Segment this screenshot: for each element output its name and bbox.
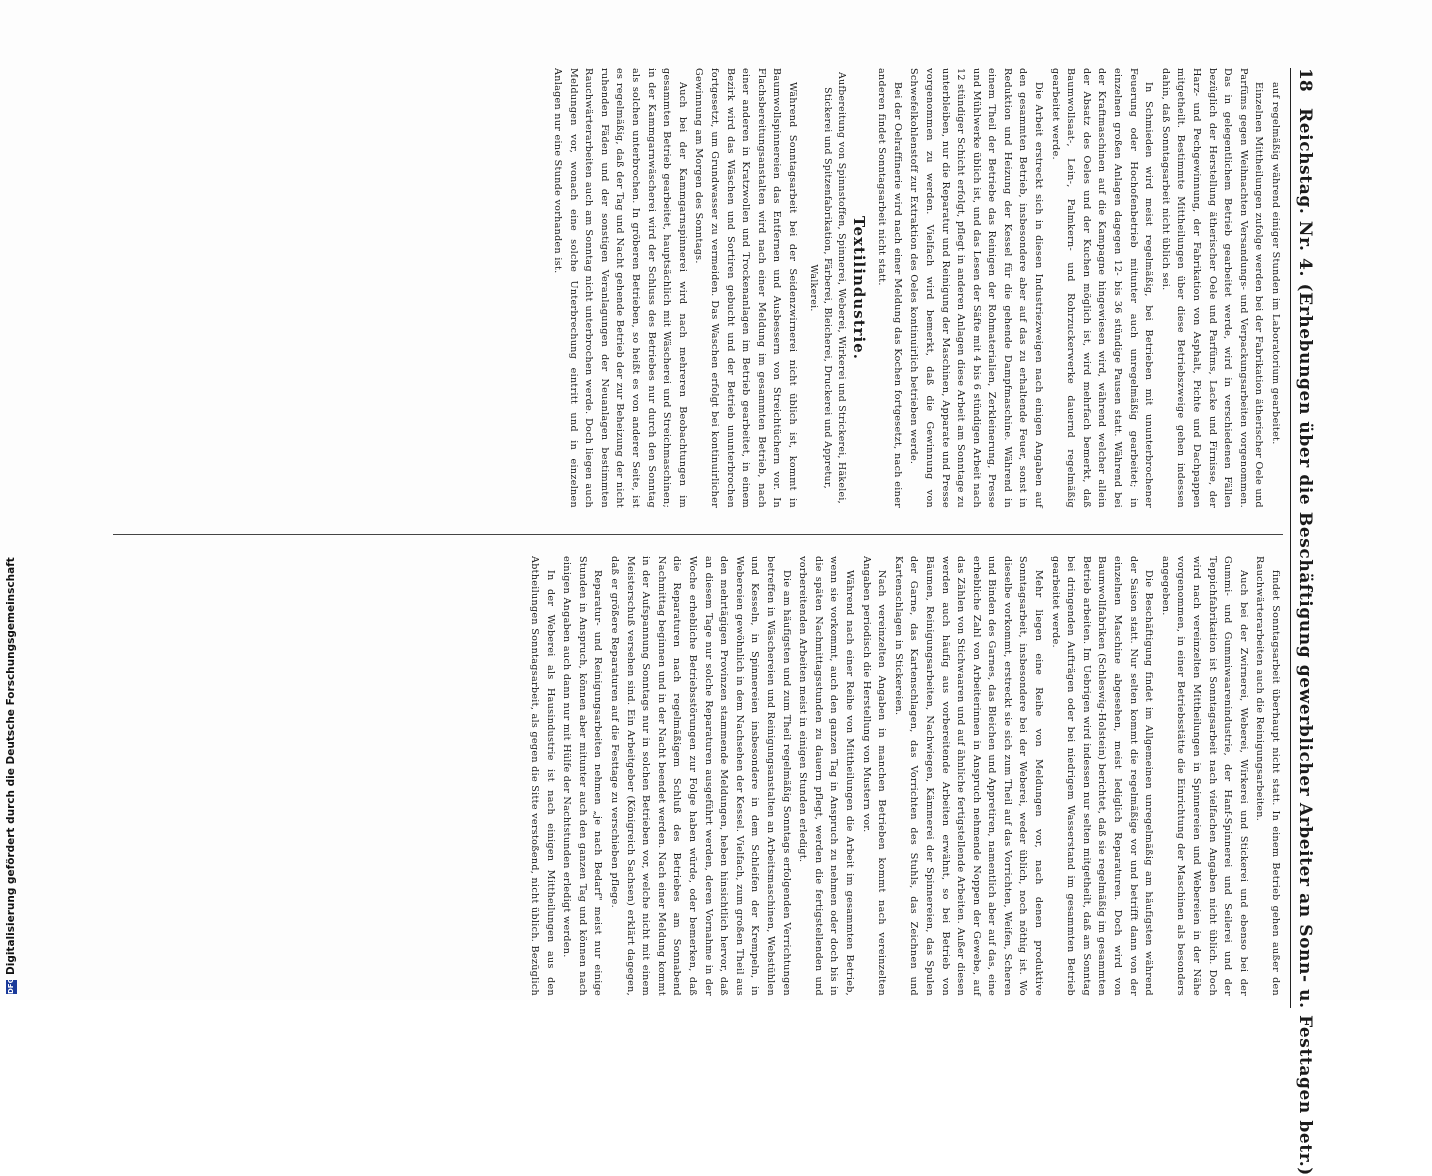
paragraph: In der Weberei als Hausindustrie ist nach einigen Mittheilungen aus den Abtheilungen Sonntagsarbeit, als gegen die Sitte verstoßend, nicht üblich. Bezüglich bbox=[529, 556, 556, 997]
credit-text: Digitalisierung gefördert durch die Deutsche Forschungsgemeinschaft bbox=[5, 557, 17, 975]
section-title: Textilindustrie. bbox=[849, 216, 868, 360]
paragraph: Die Arbeit erstreckt sich in diesen Industriezweigen nach einigen Angaben auf den gesammten Betrieb, insbesondere aber auf das zu erhaltende Feuer, sonst in Reduktion und Heizung der Kessel für die gehende Dampfmaschine. Während in einem Theil der Betriebe das Reinigen der Rohmaterialien, Zerkleinerung, Presse und Mühlwerke üblich ist, und das Lesen der Säfte mit 4 bis 6 stündigen Arbeit nach 12 stündiger Schicht erfolgt, pflegt in anderen Anlagen diese Arbeit am Sonntage zu unterbleiben, nur die Reparatur und Reinigung der Maschinen, Apparate und Presse vorgenommen zu werden. Vielfach wird bemerkt, daß die Gewinnung von Schwefelkohlenstoff zur Extraktion des Oeles kontinuirlich betrieben werde. bbox=[908, 68, 1045, 508]
page-header bbox=[1290, 68, 1315, 1176]
paragraph: auf regelmäßig während einiger Stunden im Laboratorium gearbeitet. bbox=[1270, 82, 1281, 445]
column-divider bbox=[113, 534, 1283, 535]
dfg-logo-icon: DFG bbox=[6, 977, 15, 994]
left-column bbox=[548, 68, 1283, 508]
paragraph: Mehr liegen eine Reihe von Meldungen vor, nach denen produktive Sonntagsarbeit, insbesondere bei der Weberei, weder üblich, noch nöthig ist. Wo dieselbe vorkommt, erstreckt sie sich zum Theil auf das Vorrichten, Weifen, Scheren und Binden des Garnes, das Bleichen und Appretiren, namentlich aber auf das, eine erhebliche Zahl von Arbeiterinnen in Anspruch nehmende Noppen der Gewebe, auf das Zählen von Stichwaaren und auf ähnliche fertigstellende Arbeiten. Außer diesen werden auch häufig aus vorbereitende Arbeiten erwähnt, so bei Betrieb von Bäumen, Reinigungsarbeiten, Nachwiegen, Kämmerei der Spinnereien, das Spulen der Garne, das Kartenschlagen, das Vorrichten des Stuhls, das Zeichnen und Kartenschlagen in Stickereien. bbox=[892, 556, 1045, 996]
paragraph: In Schmieden wird meist regelmäßig, bei Betrieben mit ununterbrochener Feuerung oder Hochofenbetrieb mitunter auch unregelmäßig gearbeitet; in einzelnen großen Anlagen dagegen 12- bis 36 stündige Pausen statt. Während bei der Kraftmaschinen auf die Kampagne hingewiesen wird, während welcher allein der Absatz des Oeles und der Kuchen möglich ist, wird mehrfach bemerkt, daß Baumwollsaat-, Lein-, Palmkern- und Rohrzuckerwerke dauernd regelmäßig gearbeitet werde. bbox=[1049, 68, 1155, 508]
page-number: 18 bbox=[1295, 68, 1315, 92]
paragraph: findet Sonntagsarbeit überhaupt nicht statt. In einem Betrieb gehen außer den Rauchwärterarbeiten auch die Reinigungsarbeiten. bbox=[1254, 556, 1281, 996]
paragraph: Die am häufigsten und zum Theil regelmäßig Sonntags erfolgenden Verrichtungen betreffen in Wäschereien und Reinigungsanstalten an Arbeitsmaschinen, Webstühlen und Kesseln, in Spinnereien insbesondere in dem Schleifen der Krempeln, in Webereien gewöhnlich in dem Nachsehen der Kessel. Vielfach, zum großen Theil aus den mehrtägigen Provinzen stammende Meldungen, heben hinsichtlich hervor, daß an diesem Tage nur solche Reparaturen ausgeführt werden, deren Vornahme in der Woche erhebliche Betriebsstörungen zur Folge haben würde, oder bemerken, daß die Reparaturen nach regelmäßigem Schluß des Betriebes am Sonnabend Nachmittag beginnen und in der Nacht beendet werden. Nach einer Meldung kommt in der Aufspannung Sonntags nur in solchen Betrieben vor, welche nicht mit einem Meisterschuß versehen sind. Ein Arbeitgeber (Königreich Sachsen) erklärt dagegen, daß er größere Reparaturen auf die Festtage zu verschieben pflege. bbox=[609, 556, 792, 996]
paragraph: Auch bei der Kammgarnspinnerei wird nach mehreren Beobachtungen im gesammten Betrieb gearbeitet, hauptsächlich mit Wäscherei und Streichmaschinen; in der Kammgarnwäscherei wird der Schluss des Betriebes nur durch den Sonntag als solchen unterbrochen. In gröberen Betrieben, so heißt es von anderer Seite, ist es regelmäßig, daß der Tag und Nacht gehende Betrieb der zur Beheizung der nicht ruhenden Fäden und der sonstigen Veranlagungen der Neuanlagen bestimmten Rauchwärterarbeiten auch am Sonntag nicht unterbrochen werde. Doch liegen auch Meldungen vor, wonach eine solche Unterbrechung eintritt und in einzelnen Anlagen nur eine Stunde vorhanden ist. bbox=[552, 68, 688, 508]
section-subtitle: Aufbereitung von Spinnstoffen, Spinnerei, Weberei, Wirkerei und Strickerei, Häkelei, Stickerei und Spitzenfabrikation, Färberei, Bleicherei, Druckerei und Appretur, Walkerei. bbox=[807, 72, 847, 504]
paragraph: Auch bei der Zwirnerei, Weberei, Wirkerei und Stickerei und ebenso bei der Gummi- und Gummiwaarenindustrie, der Hanf-Spinnerei und Seilerei und der Teppichfabrikation ist Sonntagsarbeit nach vielfachen Angaben nicht üblich. Doch wird nach vereinzelten Mittheilungen in Spinnereien und Webereien in der Nähe vorgenommen, in einer Betriebsstätte die Einrichtung der Maschinen als besonders angegeben. bbox=[1159, 556, 1249, 996]
paragraph: Bei der Oelraffinerie wird nach einer Meldung das Kochen fortgesetzt, nach einer anderen findet Sonntagsarbeit nicht statt. bbox=[876, 68, 903, 508]
paragraph: Nach vereinzelten Angaben in manchen Betrieben kommt nach vereinzelten Angaben periodisch die Herstellung von Mustern vor. bbox=[860, 556, 888, 996]
paragraph: Während nach einer Reihe von Mittheilungen die Arbeit im gesammten Betrieb, wenn sie vorkommt, auch den ganzen Tag in Anspruch zu nehmen oder doch bis in die späten Nachmittagsstunden zu dauern pflegt, werden die fertigstellenden und vorbereitenden Arbeiten meist in einigen Stunden erledigt. bbox=[797, 556, 855, 996]
paragraph: Reparatur- und Reinigungsarbeiten nehmen „je nach Bedarf" meist nur einige Stunden in Anspruch, können aber mitunter auch den ganzen Tag und können nach einigen Angaben auch dann nur mit Hülfe der Nachtstunden erledigt werden. bbox=[561, 556, 604, 996]
page-title: Reichstag. Nr. 4. (Erhebungen über die Beschäftigung gewerblicher Arbeiter an Sonn- u. Festtagen betr.) bbox=[1295, 108, 1315, 1176]
paragraph: Einzelnen Mittheilungen zufolge werden bei der Fabrikation ätherischer Oele und Parfüms gegen Weihnachten Versandungs- und Verpackungsarbeiten vorgenommen. Das in gelegentlichem Betrieb gearbeitet werde, wird in verschiedenen Fällen bezüglich der Herstellung ätherischer Oele und Parfüms, Lacke und Firnisse, der Harz- und Pechgewinnung, der Fabrikation von Asphalt, Pichte und Dachpappen mitgetheilt. Bestimmte Mittheilungen über diese Betriebszweige gehen indessen dahin, daß Sonntagsarbeit nicht üblich sei. bbox=[1159, 68, 1265, 508]
right-column bbox=[526, 556, 1284, 996]
rotated-content bbox=[115, 68, 1315, 1176]
digitization-credit bbox=[5, 0, 21, 994]
paragraph: Die Beschäftigung findet im Allgemeinen unregelmäßig am häufigsten während der Saison statt. Nur selten kommt die regelmäßige vor und betrifft dann von der einzelnen Maschine abgesehen, meist lediglich Reparaturen. Doch wird von Baumwollfabriken (Schleswig-Holstein) berichtet, daß sie regelmäßig im gesammten Betrieb arbeiten. Im Uebrigen wird indessen nur selten mitgetheilt, daß am Sonntag bei dringenden Aufträgen oder bei niedrigem Wasserstand im gesammten Betrieb gearbeitet werde. bbox=[1049, 556, 1155, 996]
paragraph: Während Sonntagsarbeit bei der Seidenzwirnerei nicht üblich ist, kommt in Baumwollspinnereien das Entfernen und Ausbessern von Streichtüchern vor. In Flachsbereitungsanstalten wird nach einer Meldung im gesammten Betrieb, nach einer anderen in Kratzwollen und Trockenanlagen im Betrieb gearbeitet, in einem Bezirk wird das Wäschen und Sortiren gebucht und der Betrieb ununterbrochen fortgesetzt, um Grundwasser zu vermeiden. Das Waschen erfolgt bei kontinuirlicher Gewinnung am Morgen des Sonntags. bbox=[693, 68, 798, 508]
